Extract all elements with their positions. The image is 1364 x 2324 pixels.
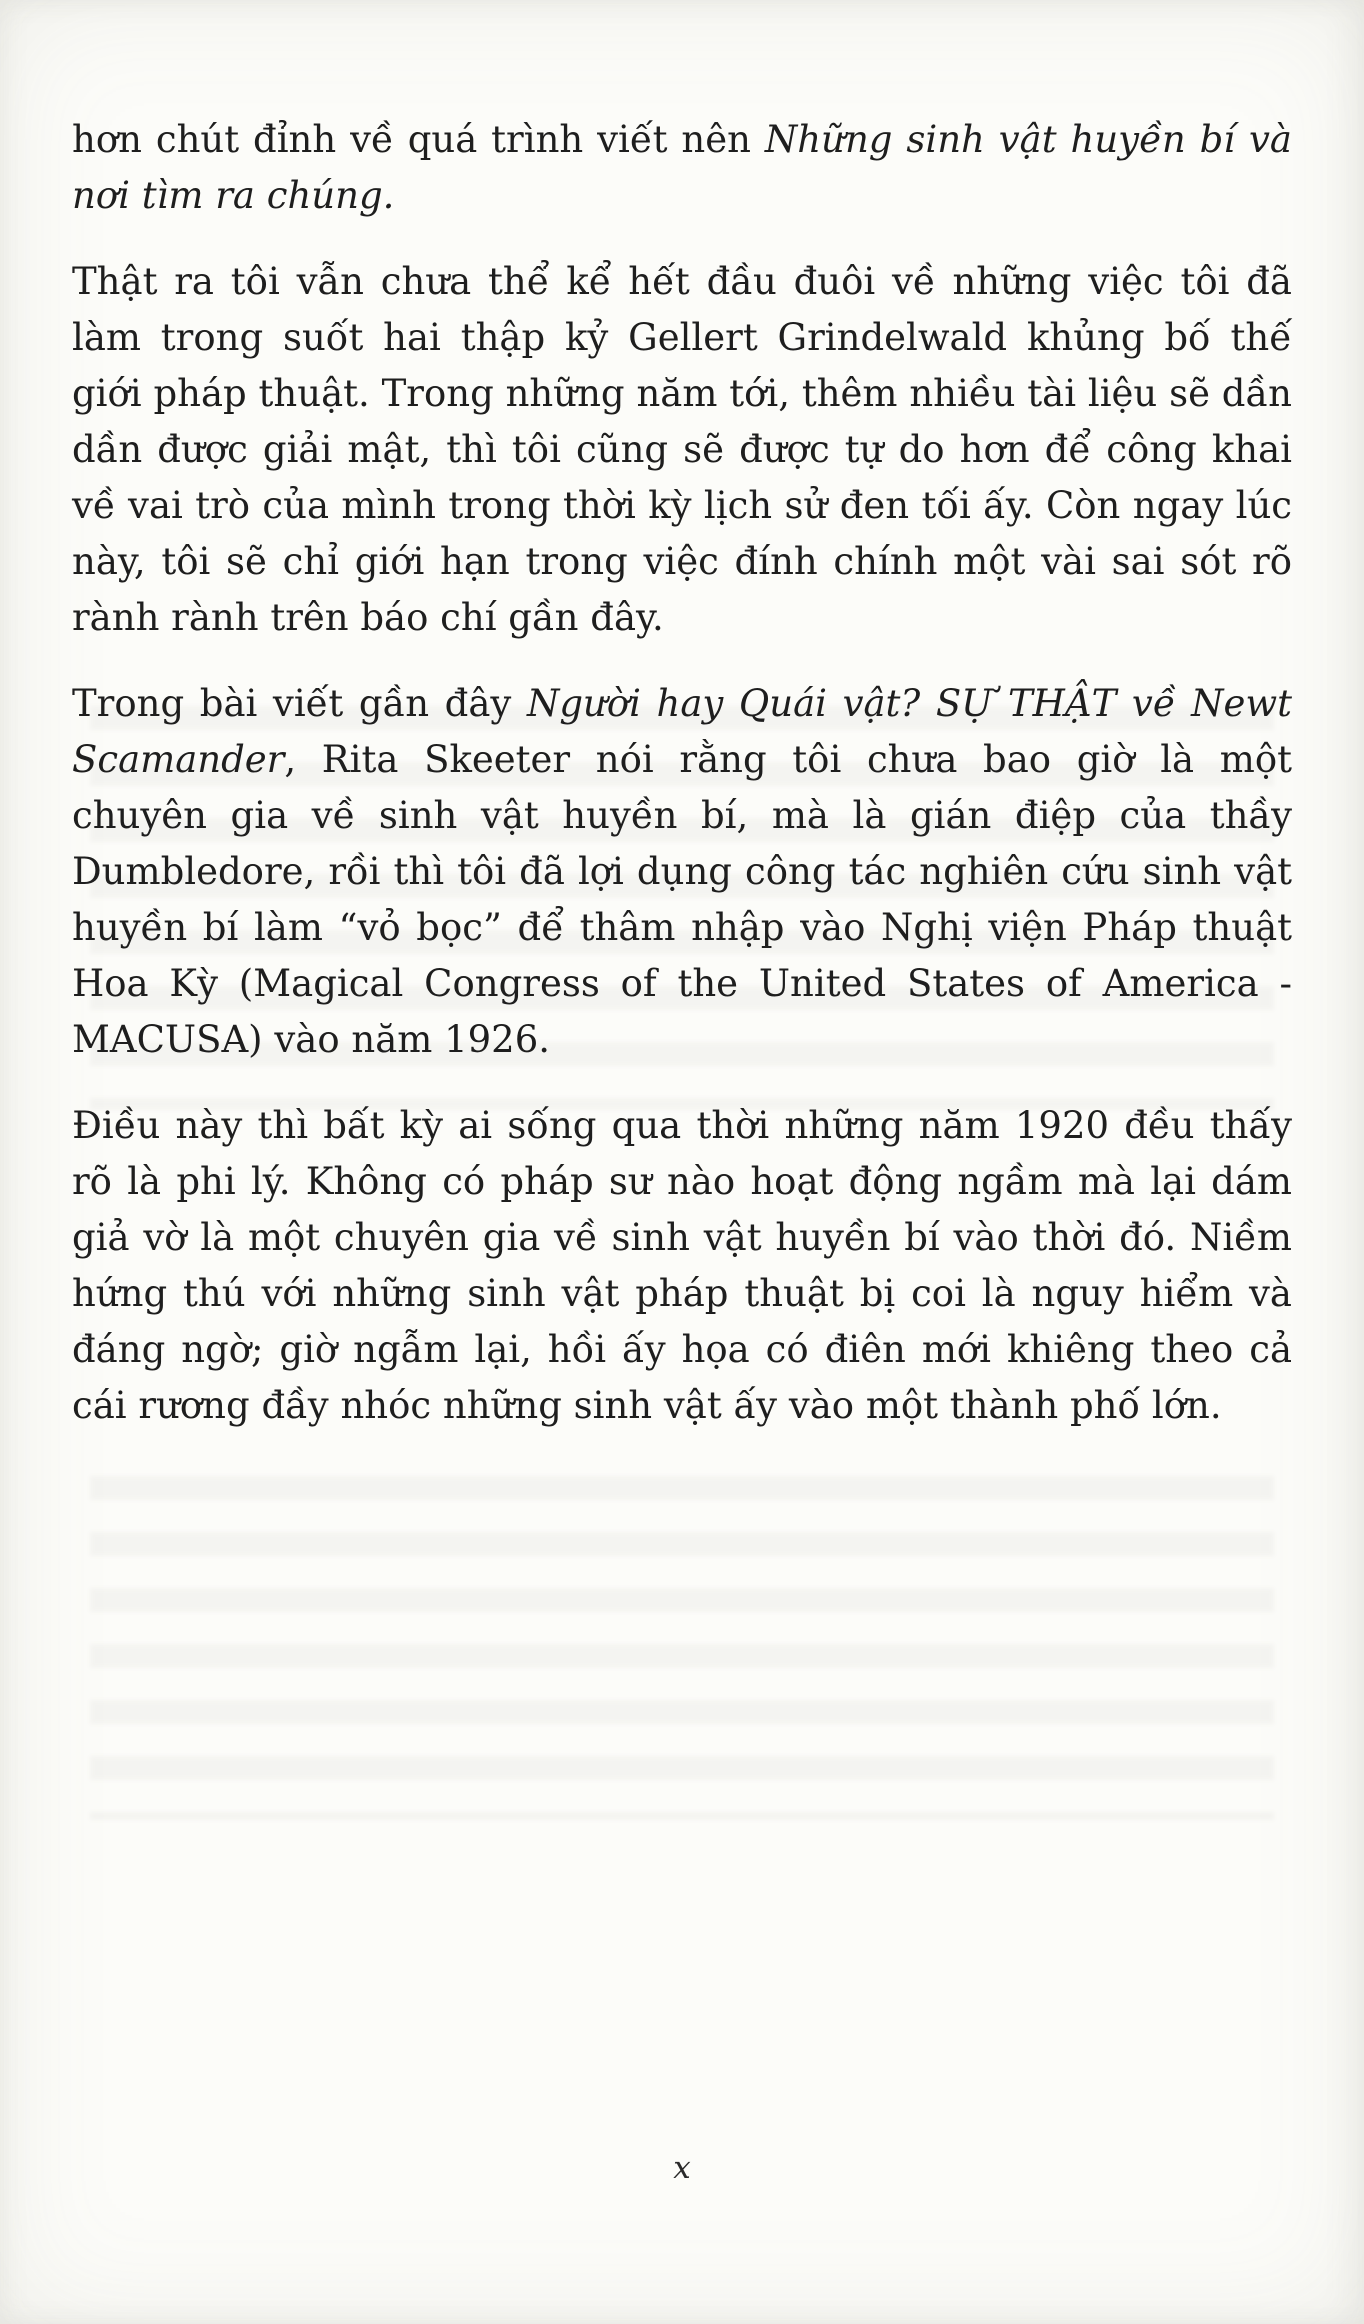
text-segment: Người hay Quái vật? SỰ THẬT về Newt Scamander — [72, 682, 1292, 781]
paragraph — [72, 254, 1292, 646]
text-segment: Điều này thì bất kỳ ai sống qua thời những năm 1920 đều thấy rõ là phi lý. Không có pháp sư nào hoạt động ngầm mà lại dám giả vờ là một chuyên gia về sinh vật huyền bí vào thời đó. Niềm hứng thú với những sinh vật pháp thuật bị coi là nguy hiểm và đáng ngờ; giờ ngẫm lại, hồi ấy họa có điên mới khiêng theo cả cái rương đầy nhóc những sinh vật ấy vào một thành phố lớn. — [72, 1104, 1292, 1427]
text-segment: Thật ra tôi vẫn chưa thể kể hết đầu đuôi về những việc tôi đã làm trong suốt hai thập kỷ Gellert Grindelwald khủng bố thế giới pháp thuật. Trong những năm tới, thêm nhiều tài liệu sẽ dần dần được giải mật, thì tôi cũng sẽ được tự do hơn để công khai về vai trò của mình trong thời kỳ lịch sử đen tối ấy. Còn ngay lúc này, tôi sẽ chỉ giới hạn trong việc đính chính một vài sai sót rõ rành rành trên báo chí gần đây. — [72, 260, 1292, 639]
reverse-page-showthrough — [90, 1460, 1274, 1820]
body-text — [72, 112, 1292, 1464]
text-segment: , Rita Skeeter nói rằng tôi chưa bao giờ là một chuyên gia về sinh vật huyền bí, mà là gián điệp của thầy Dumbledore, rồi thì tôi đã lợi dụng công tác nghiên cứu sinh vật huyền bí làm “vỏ bọc” để thâm nhập vào Nghị viện Pháp thuật Hoa Kỳ (Magical Congress of the United States of America - MACUSA) vào năm 1926. — [72, 738, 1292, 1061]
text-segment: hơn chút đỉnh về quá trình viết nên — [72, 118, 765, 161]
page-number: x — [673, 2150, 691, 2186]
paragraph — [72, 1098, 1292, 1434]
text-segment: Những sinh vật huyền bí và nơi tìm ra chúng. — [72, 118, 1292, 217]
text-segment: Trong bài viết gần đây — [72, 682, 527, 725]
paragraph — [72, 112, 1292, 224]
paragraph — [72, 676, 1292, 1068]
